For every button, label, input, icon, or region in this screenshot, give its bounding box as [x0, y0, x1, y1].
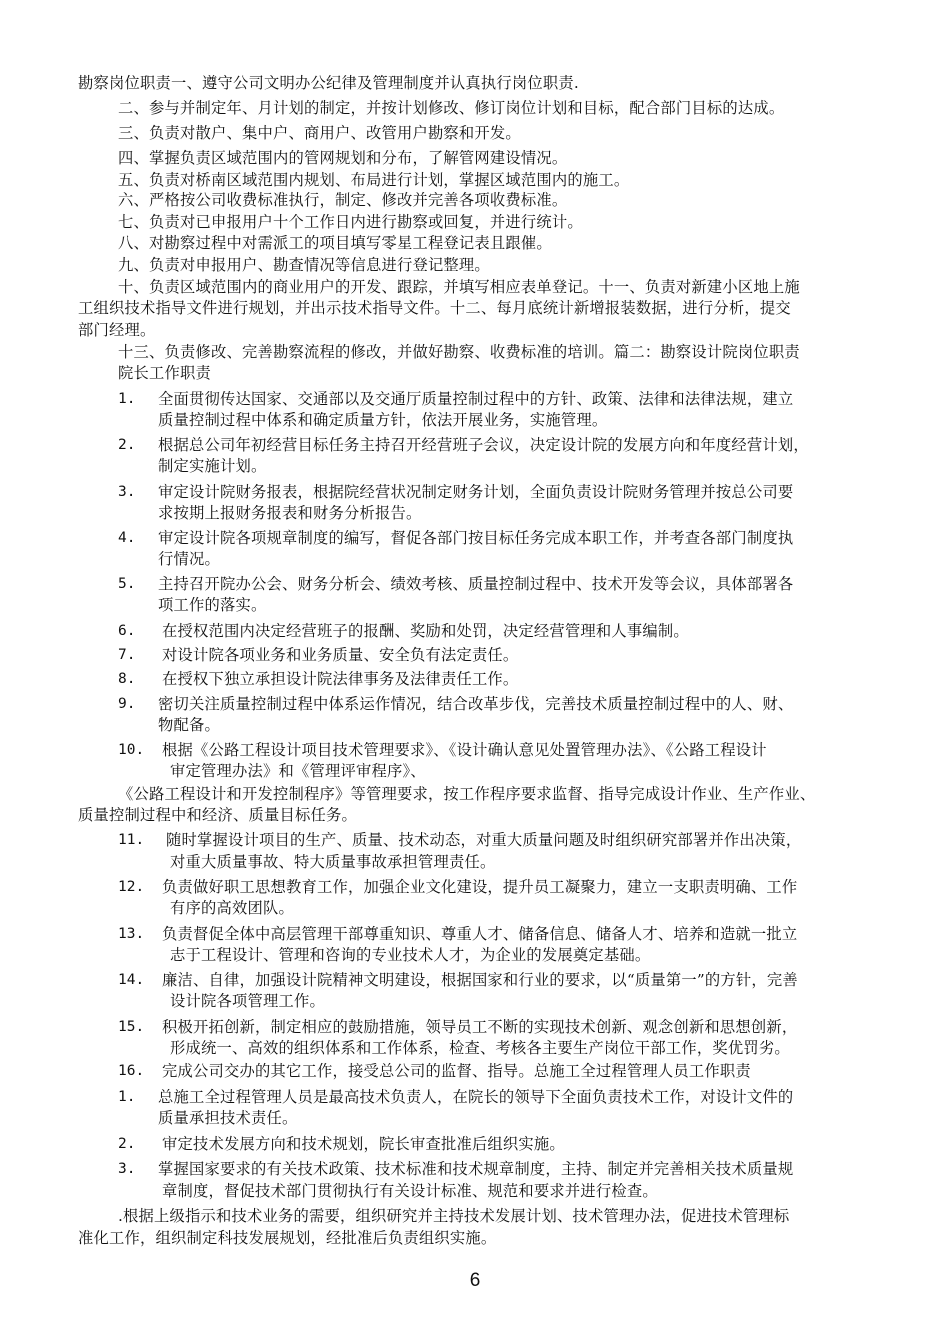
- list-number: 3.: [118, 484, 136, 500]
- list-number: 13.: [118, 926, 145, 942]
- list-item-text: 随时掌握设计项目的生产、质量、技术动态，对重大质量问题及时组织研究部署并作出决策，: [166, 831, 802, 849]
- list-item-text: 求按期上报财务报表和财务分析报告。: [158, 504, 422, 522]
- text-line: 二、参与并制定年、月计划的制定，并按计划修改、修订岗位计划和目标，配合部门目标的达成。: [118, 99, 785, 117]
- list-item-text: 形成统一、高效的组织体系和工作体系，检查、考核各主要生产岗位干部工作，奖优罚劣。: [170, 1039, 790, 1057]
- list-number: 12.: [118, 879, 145, 895]
- list-number: 1.: [118, 391, 136, 407]
- list-number: 8.: [118, 671, 136, 687]
- list-number: 4.: [118, 530, 136, 546]
- list-number: 2.: [118, 1136, 136, 1152]
- list-item-text: 行情况。: [158, 550, 220, 568]
- list-item-text: 总施工全过程管理人员是最高技术负责人，在院长的领导下全面负责技术工作，对设计文件的: [158, 1088, 794, 1106]
- list-item-text: 廉洁、自律，加强设计院精神文明建设，根据国家和行业的要求，以“质量第一”的方针，完善: [162, 971, 798, 989]
- section-heading-line: 十三、负责修改、完善勘察流程的修改，并做好勘察、收费标准的培训。篇二：勘察设计院岗位职责: [118, 343, 800, 361]
- text-line: 部门经理。: [78, 321, 156, 339]
- text-line: 四、掌握负责区域范围内的管网规划和分布，了解管网建设情况。: [118, 149, 568, 167]
- list-item-text: 主持召开院办公会、财务分析会、绩效考核、质量控制过程中、技术开发等会议，具体部署各: [158, 575, 794, 593]
- list-item-text: 质量承担技术责任。: [158, 1109, 298, 1127]
- text-line: 工组织技术指导文件进行规划，并出示技术指导文件。十二、每月底统计新增报装数据，进行分析，提交: [78, 299, 791, 317]
- list-number: 2.: [118, 437, 136, 453]
- text-line: 勘察岗位职责一、遵守公司文明办公纪律及管理制度并认真执行岗位职责.: [78, 74, 579, 92]
- text-line: 质量控制过程中和经济、质量目标任务。: [78, 806, 357, 824]
- list-item-text: 密切关注质量控制过程中体系运作情况，结合改革步伐，完善技术质量控制过程中的人、财、: [158, 695, 794, 713]
- list-number: 5.: [118, 576, 136, 592]
- list-item-text: 志于工程设计、管理和咨询的专业技术人才，为企业的发展奠定基础。: [170, 946, 651, 964]
- section-heading: 院长工作职责: [118, 364, 211, 382]
- text-line: 三、负责对散户、集中户、商用户、改管用户勘察和开发。: [118, 124, 521, 142]
- list-item-text: 在授权范围内决定经营班子的报酬、奖励和处罚，决定经营管理和人事编制。: [162, 622, 689, 640]
- list-number: 10.: [118, 742, 145, 758]
- list-item-text: 完成公司交办的其它工作，接受总公司的监督、指导。总施工全过程管理人员工作职责: [162, 1062, 751, 1080]
- list-number: 1.: [118, 1089, 136, 1105]
- list-item-text: 审定设计院财务报表，根据院经营状况制定财务计划，全面负责设计院财务管理并按总公司要: [158, 483, 794, 501]
- list-item-text: 审定设计院各项规章制度的编写，督促各部门按目标任务完成本职工作，并考查各部门制度执: [158, 529, 794, 547]
- list-item-text: 根据总公司年初经营目标任务主持召开经营班子会议，决定设计院的发展方向和年度经营计划，: [158, 436, 809, 454]
- list-number: 16.: [118, 1063, 145, 1079]
- list-item-text: 质量控制过程中体系和确定质量方针，依法开展业务，实施管理。: [158, 411, 608, 429]
- page-number: 6: [469, 1270, 481, 1291]
- list-item-text: 积极开拓创新，制定相应的鼓励措施，领导员工不断的实现技术创新、观念创新和思想创新，: [162, 1018, 798, 1036]
- list-item-text: 章制度，督促技术部门贯彻执行有关设计标准、规范和要求并进行检查。: [162, 1182, 658, 1200]
- list-number: 3.: [118, 1161, 136, 1177]
- list-item-text: 制定实施计划。: [158, 457, 267, 475]
- list-item-text: 根据《公路工程设计项目技术管理要求》、《设计确认意见处置管理办法》、《公路工程设计: [162, 741, 767, 759]
- list-number: 7.: [118, 647, 136, 663]
- list-item-text: 负责做好职工思想教育工作，加强企业文化建设，提升员工凝聚力，建立一支职责明确、工作: [162, 878, 798, 896]
- text-line: 《公路工程设计和开发控制程序》等管理要求，按工作程序要求监督、指导完成设计作业、生产作业、: [118, 785, 816, 803]
- list-item-text: 在授权下独立承担设计院法律事务及法律责任工作。: [162, 670, 519, 688]
- list-item-text: 对重大质量事故、特大质量事故承担管理责任。: [170, 853, 496, 871]
- list-number: 11.: [118, 832, 145, 848]
- list-item-text: 全面贯彻传达国家、交通部以及交通厅质量控制过程中的方针、政策、法律和法律法规，建立: [158, 390, 794, 408]
- text-line: 七、负责对已申报用户十个工作日内进行勘察或回复，并进行统计。: [118, 213, 583, 231]
- text-line: 十、负责区域范围内的商业用户的开发、跟踪，并填写相应表单登记。十一、负责对新建小区地上施: [118, 278, 800, 296]
- list-item-text: 项工作的落实。: [158, 596, 267, 614]
- list-item-text: 审定管理办法》和《管理评审程序》、: [170, 762, 426, 780]
- text-line: 八、对勘察过程中对需派工的项目填写零星工程登记表且跟催。: [118, 234, 552, 252]
- list-item-text: 负责督促全体中高层管理干部尊重知识、尊重人才、储备信息、储备人才、培养和造就一批立: [162, 925, 798, 943]
- list-item-text: 设计院各项管理工作。: [170, 992, 325, 1010]
- list-item-text: 对设计院各项业务和业务质量、安全负有法定责任。: [162, 646, 519, 664]
- list-number: 6.: [118, 623, 136, 639]
- list-item-text: 审定技术发展方向和技术规划，院长审查批准后组织实施。: [162, 1135, 565, 1153]
- list-number: 14.: [118, 972, 145, 988]
- text-line: 六、严格按公司收费标准执行，制定、修改并完善各项收费标准。: [118, 191, 568, 209]
- text-line: .根据上级指示和技术业务的需要，组织研究并主持技术发展计划、技术管理办法，促进技术管理标: [118, 1207, 790, 1225]
- list-number: 15.: [118, 1019, 145, 1035]
- text-line: 五、负责对桥南区域范围内规划、布局进行计划，掌握区域范围内的施工。: [118, 171, 630, 189]
- text-line: 准化工作，组织制定科技发展规划，经批准后负责组织实施。: [78, 1229, 497, 1247]
- list-item-text: 物配备。: [158, 716, 220, 734]
- list-item-text: 掌握国家要求的有关技术政策、技术标准和技术规章制度，主持、制定并完善相关技术质量规: [158, 1160, 794, 1178]
- list-item-text: 有序的高效团队。: [170, 899, 294, 917]
- text-line: 九、负责对申报用户、勘查情况等信息进行登记整理。: [118, 256, 490, 274]
- list-number: 9.: [118, 696, 136, 712]
